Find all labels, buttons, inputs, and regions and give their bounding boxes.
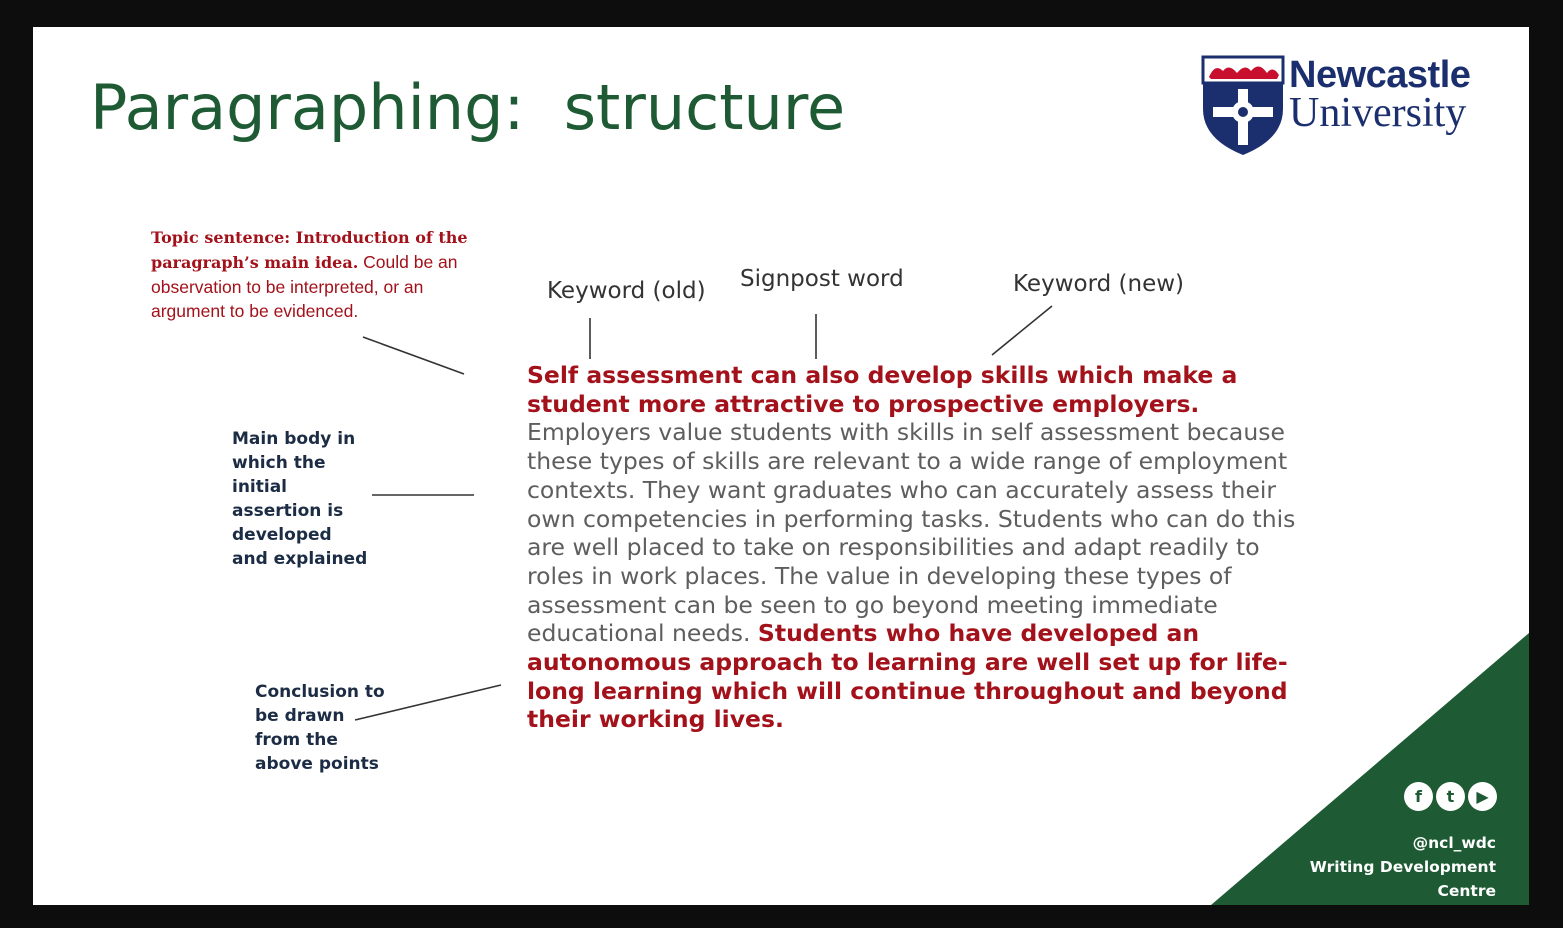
main-body-annotation: Main body in which the initial assertion is developed and explained — [232, 429, 368, 569]
twitter-handle: @ncl_wdc — [1412, 834, 1496, 852]
signpost-word-label: Signpost word — [740, 266, 904, 292]
corner-caption — [1310, 831, 1496, 903]
topic-annotation-bold: Topic sentence: Introduction of the paragraph’s main idea. — [151, 228, 468, 272]
paragraph-body: Employers value students with skills in self assessment because these types of skills are relevant to a wide range of employment contexts. They want graduates who can accurately assess their own competencies in performing tasks. Students who can do this are well placed to take on responsibilities and adapt readily to roles in work places. The value in developing these types of assessment can be seen to go beyond meeting immediate educational needs. — [527, 418, 1296, 648]
facebook-icon[interactable]: f — [1404, 782, 1433, 811]
keyword-old-label: Keyword (old) — [547, 278, 706, 304]
slide-title: Paragraphing: structure — [90, 71, 846, 144]
youtube-icon[interactable]: ▶ — [1468, 782, 1497, 811]
twitter-icon[interactable]: t — [1436, 782, 1465, 811]
keyword-new-label: Keyword (new) — [1013, 271, 1185, 297]
logo-line-2: University — [1289, 90, 1467, 136]
social-icons — [1404, 782, 1497, 811]
conclusion-annotation: Conclusion to be drawn from the above points — [255, 682, 385, 774]
topic-annotation-rest: Could be an observation to be interpreted, or an argument to be evidenced. — [151, 252, 458, 321]
centre-name-line-2: Centre — [1437, 882, 1496, 900]
paragraph-conclusion: Students who have developed an autonomous approach to learning are well set up for life-long learning which will continue throughout and beyond their working lives. — [527, 619, 1288, 734]
corner-triangle — [33, 27, 1529, 905]
centre-name-line-1: Writing Development — [1309, 858, 1496, 876]
slide — [33, 27, 1529, 905]
paragraph-topic-sentence: Self assessment can also develop skills which make a student more attractive to prospective employers. — [527, 361, 1238, 418]
logo-line-1: Newcastle — [1289, 54, 1471, 96]
